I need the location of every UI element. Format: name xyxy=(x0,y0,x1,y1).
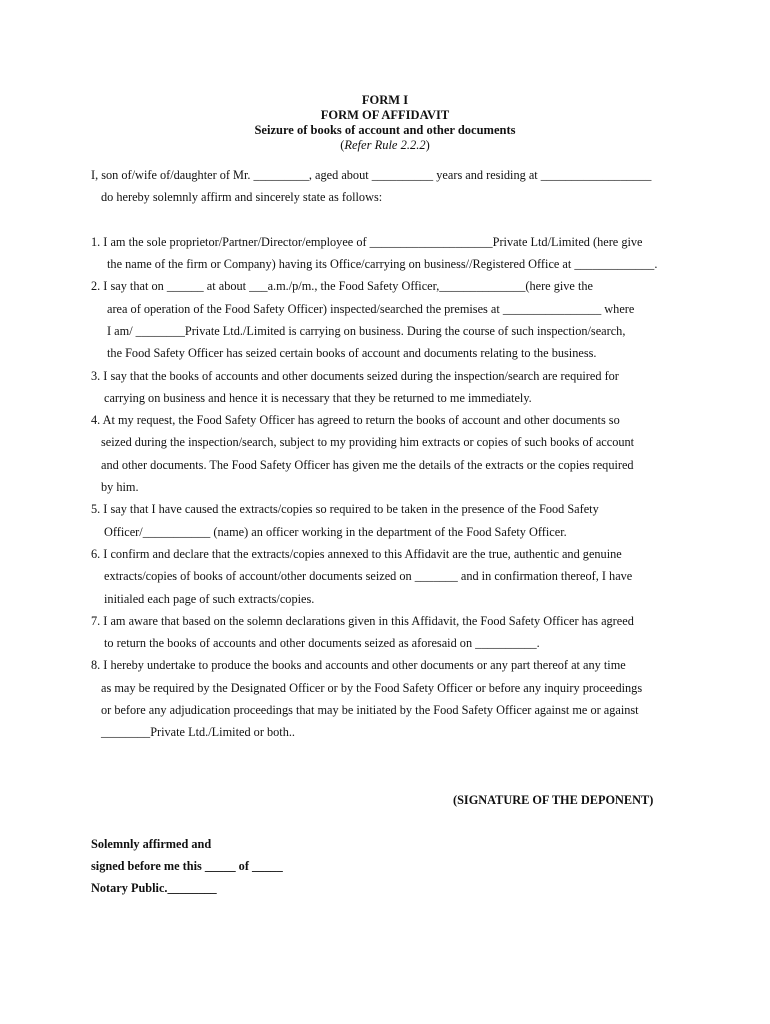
body-line: 3. I say that the books of accounts and other documents seized during the inspection/search are required for xyxy=(91,369,619,383)
body-line: as may be required by the Designated Officer or by the Food Safety Officer or before any inquiry proceedings xyxy=(101,681,643,695)
intro-line-2: do hereby solemnly affirm and sincerely state as follows: xyxy=(101,190,383,204)
body-line: seized during the inspection/search, subject to my providing him extracts or copies of such books of account xyxy=(101,435,635,449)
form-header xyxy=(0,93,770,153)
body-line: the name of the firm or Company) having its Office/carrying on business//Registered Office at _____________. xyxy=(107,257,658,271)
body-line: 4. At my request, the Food Safety Officer has agreed to return the books of account and other documents so xyxy=(91,413,620,427)
intro-line-1: I, son of/wife of/daughter of Mr. _________, aged about __________ years and residing at __________________ xyxy=(91,168,652,182)
attestation-line-2: signed before me this _____ of _____ xyxy=(91,859,283,873)
body-line: 8. I hereby undertake to produce the books and accounts and other documents or any part thereof at any time xyxy=(91,658,626,672)
body-line: 5. I say that I have caused the extracts/copies so required to be taken in the presence of the Food Safety xyxy=(91,502,599,516)
body-line: 7. I am aware that based on the solemn declarations given in this Affidavit, the Food Safety Officer has agreed xyxy=(91,614,634,628)
body-line: carrying on business and hence it is necessary that they be returned to me immediately. xyxy=(104,391,532,405)
body-line: ________Private Ltd./Limited or both.. xyxy=(101,725,295,739)
body-line: 6. I confirm and declare that the extracts/copies annexed to this Affidavit are the true, authentic and genuine xyxy=(91,547,622,561)
rule-reference xyxy=(0,138,770,153)
body-line: area of operation of the Food Safety Officer) inspected/searched the premises at ________________ where xyxy=(107,302,635,316)
form-subject: Seizure of books of account and other documents xyxy=(254,123,516,137)
body-line: by him. xyxy=(101,480,139,494)
form-number: FORM I xyxy=(361,93,409,107)
form-title: FORM OF AFFIDAVIT xyxy=(320,108,450,122)
attestation-line-3: Notary Public.________ xyxy=(91,881,217,895)
body-line: 2. I say that on ______ at about ___a.m./p/m., the Food Safety Officer,______________(here give the xyxy=(91,279,593,293)
body-line: I am/ ________Private Ltd./Limited is carrying on business. During the course of such inspection/search, xyxy=(107,324,626,338)
body-line: to return the books of accounts and other documents seized as aforesaid on __________. xyxy=(104,636,540,650)
body-line: Officer/___________ (name) an officer working in the department of the Food Safety Officer. xyxy=(104,525,567,539)
signature-label: (SIGNATURE OF THE DEPONENT) xyxy=(453,793,654,807)
rule-reference-text: Refer Rule 2.2.2 xyxy=(344,138,426,152)
body-line: 1. I am the sole proprietor/Partner/Director/employee of ____________________Private Ltd/Limited (here give xyxy=(91,235,643,249)
body-line: extracts/copies of books of account/other documents seized on _______ and in confirmation thereof, I have xyxy=(104,569,633,583)
attestation-line-1: Solemnly affirmed and xyxy=(91,837,212,851)
body-line: the Food Safety Officer has seized certain books of account and documents relating to the business. xyxy=(107,346,597,360)
rule-reference-open: ( xyxy=(340,138,345,152)
body-line: and other documents. The Food Safety Officer has given me the details of the extracts or the copies required xyxy=(101,458,634,472)
rule-reference-close: ) xyxy=(425,138,430,152)
body-line: or before any adjudication proceedings that may be initiated by the Food Safety Officer against me or against xyxy=(101,703,639,717)
body-line: initialed each page of such extracts/copies. xyxy=(104,592,315,606)
